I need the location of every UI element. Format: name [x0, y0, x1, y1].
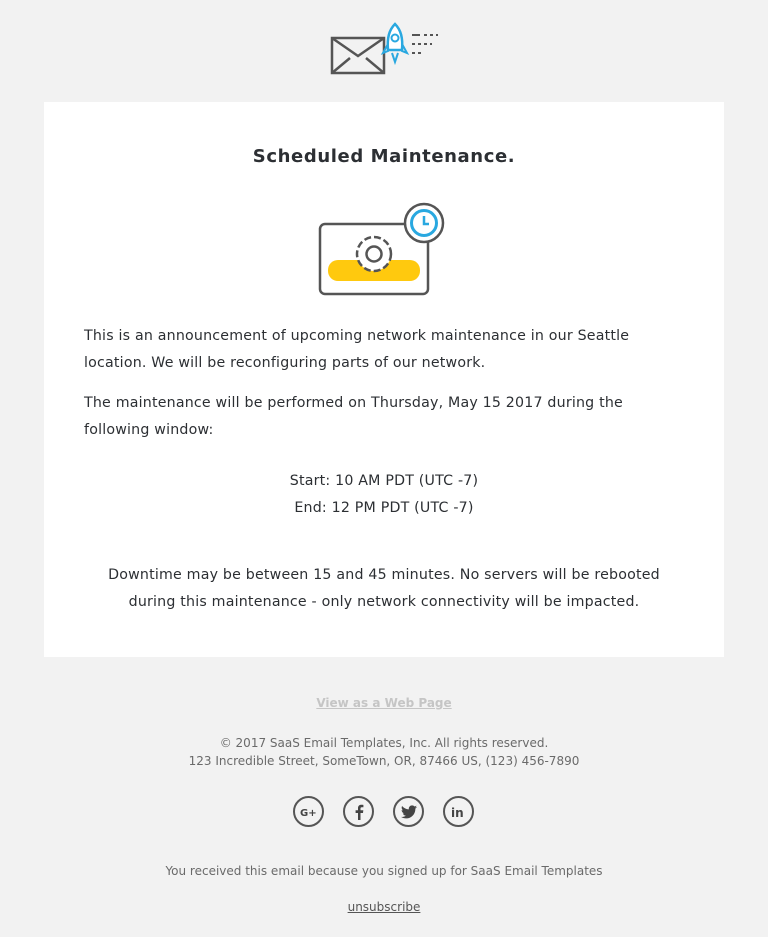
social-links: [293, 796, 477, 828]
schedule-paragraph: The maintenance will be performed on Thursday, May 15 2017 during the following window:: [84, 395, 623, 438]
downtime-note: Downtime may be between 15 and 45 minutes. No servers will be rebooted during this maintenance - only network connectivity will be impacted.: [108, 567, 660, 610]
twitter-icon: [401, 805, 417, 819]
content-card: [44, 102, 724, 657]
copyright-block: [0, 734, 768, 770]
svg-text:in: in: [450, 805, 464, 819]
facebook-link[interactable]: [343, 796, 374, 827]
facebook-icon: [354, 804, 364, 820]
page-title: Scheduled Maintenance.: [252, 146, 516, 167]
view-web-page-link[interactable]: View as a Web Page: [316, 696, 452, 710]
google-plus-icon: [300, 806, 318, 818]
received-notice: You received this email because you signed up for SaaS Email Templates: [165, 864, 603, 878]
envelope-rocket-logo-icon: [328, 20, 440, 78]
start-time: Start: 10 AM PDT (UTC -7): [289, 473, 479, 489]
linkedin-icon: [451, 805, 467, 819]
end-time: End: 12 PM PDT (UTC -7): [294, 500, 474, 516]
announcement-paragraph: This is an announcement of upcoming network maintenance in our Seattle location. We will be reconfiguring parts of our network.: [84, 328, 630, 371]
header-logo: [0, 18, 768, 78]
twitter-link[interactable]: [393, 796, 424, 827]
google-plus-link[interactable]: [293, 796, 324, 827]
maintenance-gear-clock-icon: [318, 202, 450, 298]
svg-text:G+: G+: [299, 807, 317, 818]
unsubscribe-link[interactable]: unsubscribe: [347, 900, 421, 914]
copyright-text: © 2017 SaaS Email Templates, Inc. All rights reserved.: [219, 736, 549, 750]
maintenance-window: [44, 468, 724, 522]
linkedin-link[interactable]: [443, 796, 474, 827]
maintenance-illustration: [318, 202, 450, 302]
address-text: 123 Incredible Street, SomeTown, OR, 87466 US, (123) 456-7890: [188, 754, 580, 768]
